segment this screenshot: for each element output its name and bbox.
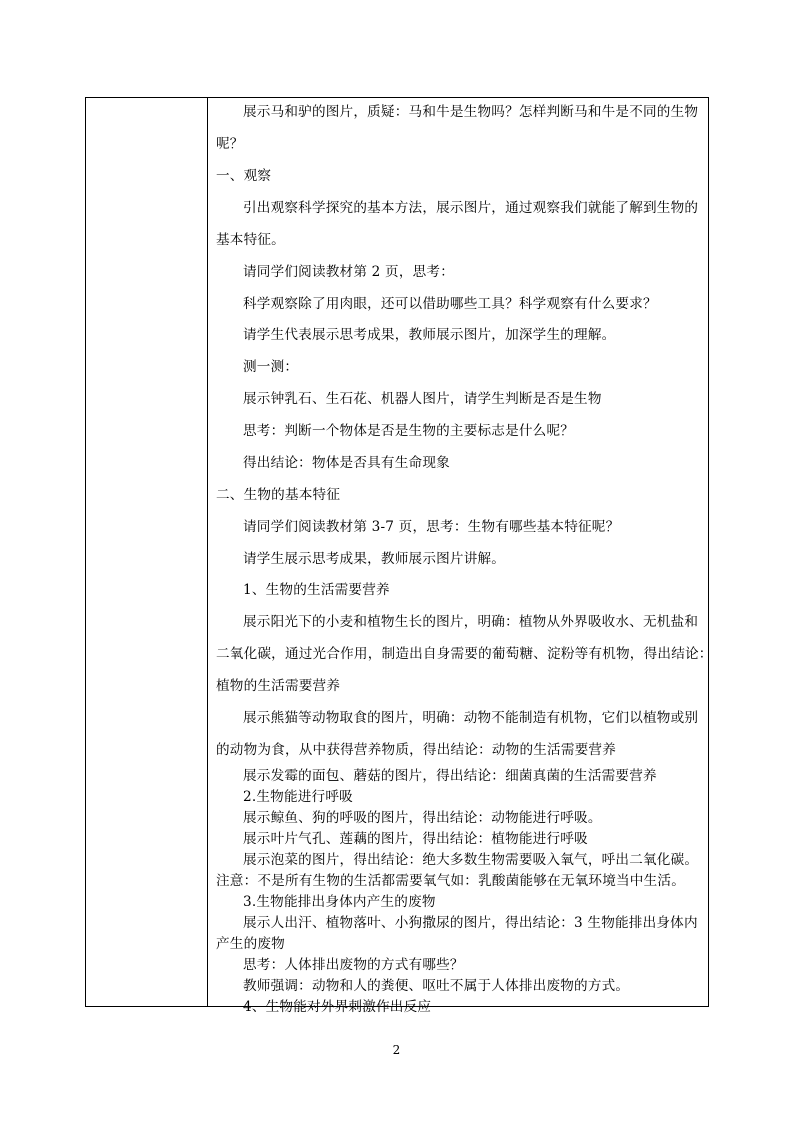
text-line: 请同学们阅读教材第 2 页，思考： xyxy=(243,264,455,280)
text-line: 教师强调：动物和人的粪便、呕吐不属于人体排出废物的方式。 xyxy=(243,978,630,994)
text-line: 展示发霉的面包、蘑菇的图片，得出结论：细菌真菌的生活需要营养 xyxy=(243,768,657,784)
text-line: 展示熊猫等动物取食的图片，明确：动物不能制造有机物，它们以植物或别 xyxy=(243,710,699,726)
text-line: 思考：判断一个物体是否是生物的主要标志是什么呢？ xyxy=(243,423,575,439)
text-line: 请学生展示思考成果，教师展示图片讲解。 xyxy=(243,551,506,567)
text-line: 展示钟乳石、生石花、机器人图片，请学生判断是否是生物 xyxy=(243,391,602,407)
text-line: 科学观察除了用肉眼，还可以借助哪些工具？科学观察有什么要求？ xyxy=(243,296,657,312)
text-line: 展示泡菜的图片，得出结论：绝大多数生物需要吸入氧气，呼出二氧化碳。 xyxy=(243,852,699,868)
section-heading: 一、观察 xyxy=(216,168,272,184)
section-heading: 二、生物的基本特征 xyxy=(216,487,341,503)
text-line: 请学生代表展示思考成果，教师展示图片，加深学生的理解。 xyxy=(243,327,616,343)
text-line: 的动物为食，从中获得营养物质，得出结论：动物的生活需要营养 xyxy=(216,742,617,758)
text-line: 测一测： xyxy=(243,359,299,375)
page-number: 2 xyxy=(392,1043,401,1057)
column-divider xyxy=(207,98,208,1006)
text-line: 植物的生活需要营养 xyxy=(216,678,341,694)
subsection-heading: 3.生物能排出身体内产生的废物 xyxy=(243,894,436,910)
text-line: 展示马和驴的图片，质疑：马和牛是生物吗？怎样判断马和牛是不同的生物 xyxy=(243,104,699,120)
left-column-cell xyxy=(86,98,207,1006)
text-line: 呢？ xyxy=(216,136,244,152)
text-line: 展示鲸鱼、狗的呼吸的图片，得出结论：动物能进行呼吸。 xyxy=(243,810,602,826)
text-line: 引出观察科学探究的基本方法，展示图片，通过观察我们就能了解到生物的 xyxy=(243,200,699,216)
text-line: 得出结论：物体是否具有生命现象 xyxy=(243,455,450,471)
subsection-heading: 1、生物的生活需要营养 xyxy=(243,582,390,598)
subsection-heading: 4、生物能对外界刺激作出反应 xyxy=(243,999,432,1015)
text-line: 请同学们阅读教材第 3-7 页，思考：生物有哪些基本特征呢？ xyxy=(243,519,620,535)
text-line: 展示人出汗、植物落叶、小狗撒尿的图片，得出结论：3 生物能排出身体内 xyxy=(243,915,698,931)
lesson-content-cell xyxy=(216,98,713,1015)
lesson-table xyxy=(85,97,713,1015)
subsection-heading: 2.生物能进行呼吸 xyxy=(243,789,353,805)
text-line: 基本特征。 xyxy=(216,232,285,248)
text-line: 展示阳光下的小麦和植物生长的图片，明确：植物从外界吸收水、无机盐和 xyxy=(243,614,699,630)
text-line: 产生的废物 xyxy=(216,936,285,952)
text-line: 注意：不是所有生物的生活都需要氧气如：乳酸菌能够在无氧环境当中生活。 xyxy=(216,873,685,889)
text-line: 展示叶片气孔、莲藕的图片，得出结论：植物能进行呼吸 xyxy=(243,831,588,847)
text-line: 思考：人体排出废物的方式有哪些？ xyxy=(243,957,464,973)
text-line: 二氧化碳，通过光合作用，制造出自身需要的葡萄糖、淀粉等有机物，得出结论： xyxy=(216,646,713,662)
